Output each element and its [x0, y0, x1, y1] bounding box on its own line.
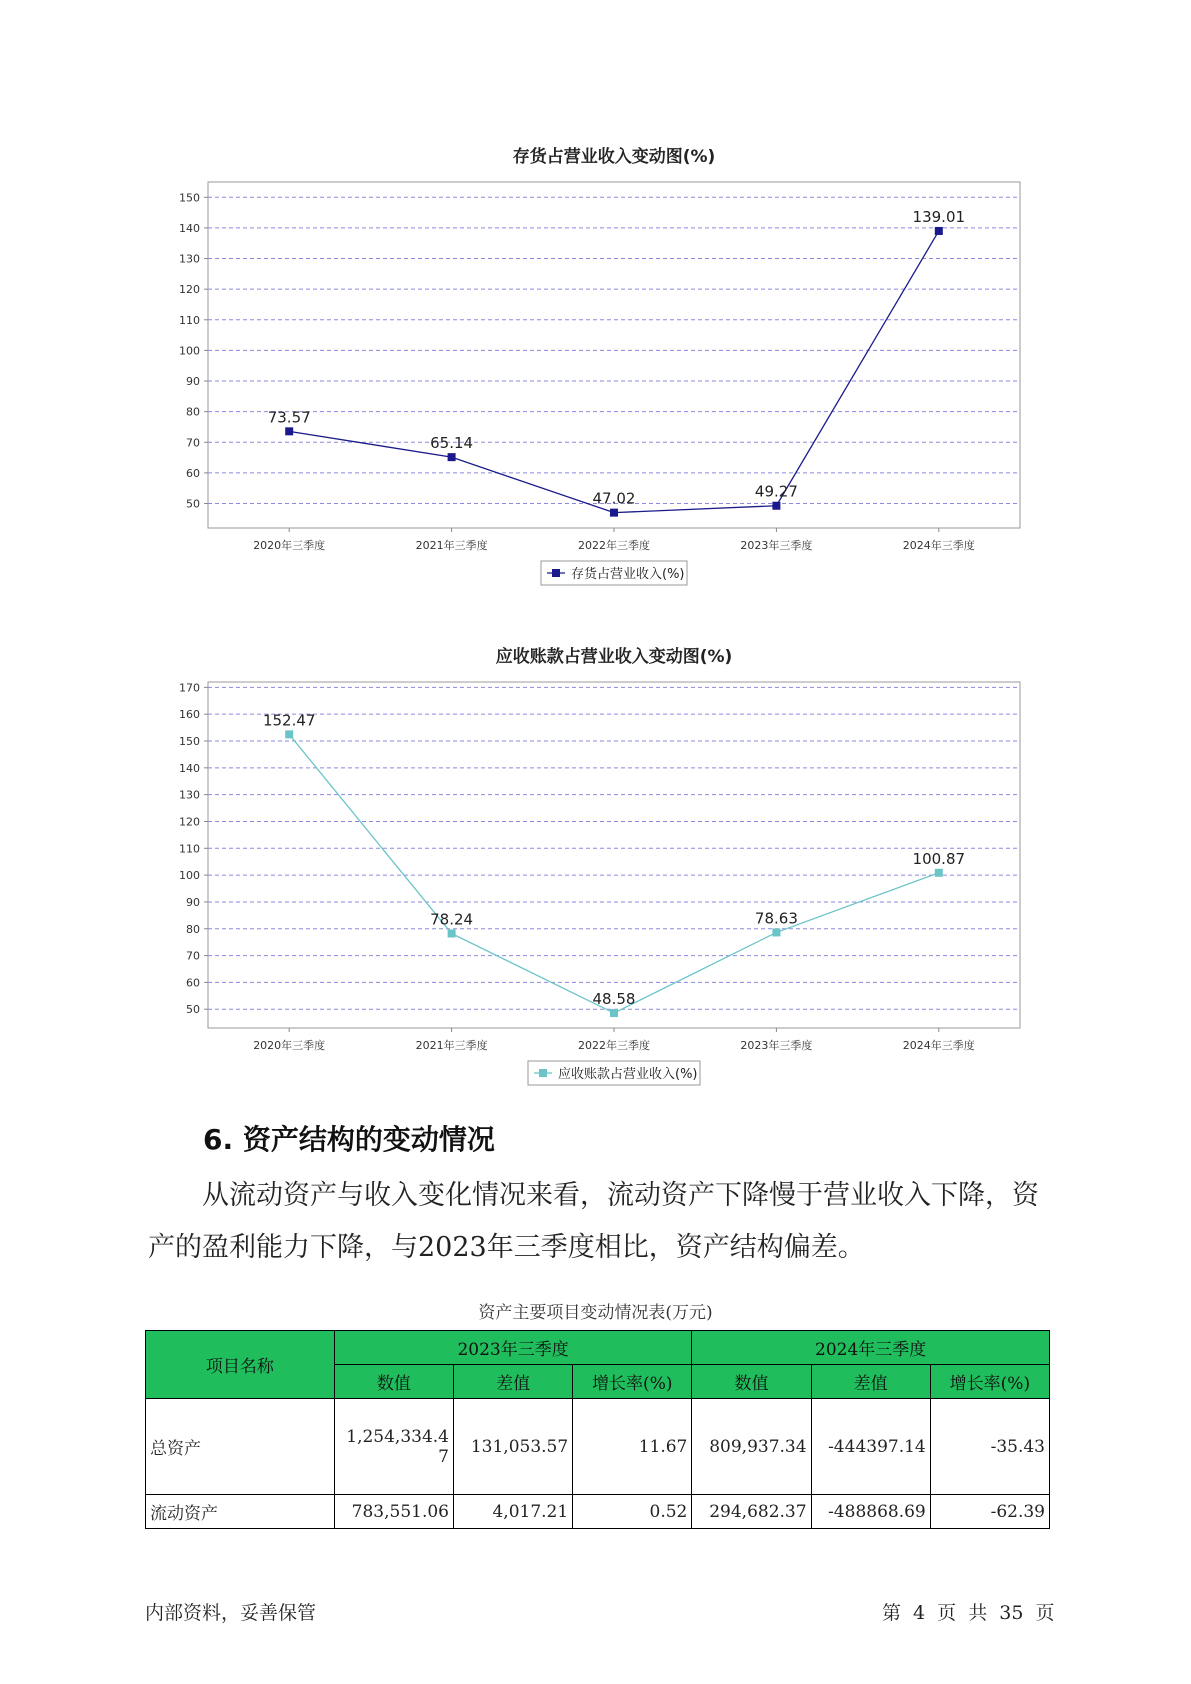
- x-tick-label: 2022年三季度: [578, 539, 650, 552]
- y-tick-label: 100: [179, 869, 200, 883]
- y-tick-label: 120: [179, 815, 200, 829]
- y-tick-label: 90: [186, 375, 200, 389]
- y-tick-label: 150: [179, 735, 200, 749]
- footer-confidential-note: 内部资料，妥善保管: [145, 1602, 317, 1624]
- y-tick-label: 60: [186, 976, 200, 990]
- table-cell: 0.52: [573, 1495, 692, 1529]
- header-item-name: 项目名称: [146, 1331, 335, 1399]
- x-tick-label: 2021年三季度: [415, 1039, 488, 1052]
- section-title: 6. 资产结构的变动情况: [203, 1123, 495, 1156]
- row-label: 总资产: [146, 1399, 335, 1495]
- y-tick-label: 100: [179, 344, 200, 358]
- table-cell: 11.67: [573, 1399, 692, 1495]
- subheader-value-a: 数值: [334, 1365, 453, 1399]
- y-tick-label: 150: [179, 191, 200, 205]
- receivables-ratio-chart: [150, 640, 1050, 1100]
- asset-change-table: [145, 1330, 1050, 1529]
- data-point: [772, 928, 780, 936]
- data-point: [448, 929, 456, 937]
- y-tick-label: 80: [186, 922, 200, 936]
- inventory-ratio-chart: [150, 140, 1050, 600]
- y-tick-label: 90: [186, 895, 200, 909]
- data-label: 78.24: [430, 910, 474, 929]
- y-tick-label: 50: [186, 497, 200, 511]
- data-point: [285, 730, 293, 738]
- y-tick-label: 50: [186, 1003, 200, 1017]
- x-tick-label: 2023年三季度: [740, 1039, 813, 1052]
- table-cell: 783,551.06: [334, 1495, 453, 1529]
- data-label: 48.58: [592, 990, 636, 1009]
- y-tick-label: 130: [179, 788, 200, 802]
- section-paragraph: 从流动资产与收入变化情况来看，流动资产下降慢于营业收入下降，资产的盈利能力下降，与2023年三季度相比，资产结构偏差。: [148, 1180, 1039, 1263]
- legend-swatch-marker: [552, 569, 560, 577]
- data-label: 47.02: [592, 489, 636, 508]
- y-tick-label: 140: [179, 221, 200, 235]
- header-period-2024: 2024年三季度: [692, 1331, 1050, 1365]
- table-cell: -488868.69: [811, 1495, 930, 1529]
- y-tick-label: 130: [179, 252, 200, 266]
- y-tick-label: 70: [186, 949, 200, 963]
- x-tick-label: 2020年三季度: [253, 1039, 326, 1052]
- subheader-growth-a: 增长率(%): [573, 1365, 692, 1399]
- x-tick-label: 2020年三季度: [253, 539, 326, 552]
- table-cell: 1,254,334.47: [334, 1399, 453, 1495]
- table-cell: 131,053.57: [454, 1399, 573, 1495]
- data-point: [448, 453, 456, 461]
- data-label: 152.47: [262, 711, 316, 730]
- table-cell: -62.39: [930, 1495, 1049, 1529]
- table-cell: 4,017.21: [454, 1495, 573, 1529]
- plot-area: [208, 682, 1020, 1028]
- y-tick-label: 120: [179, 283, 200, 297]
- subheader-diff-b: 差值: [811, 1365, 930, 1399]
- plot-area: [208, 182, 1020, 528]
- table-cell: 294,682.37: [692, 1495, 811, 1529]
- data-point: [610, 509, 618, 517]
- legend-label: 存货占营业收入(%): [571, 567, 685, 582]
- chart-title: 存货占营业收入变动图(%): [512, 147, 716, 167]
- table-cell: -35.43: [930, 1399, 1049, 1495]
- data-label: 78.63: [754, 909, 798, 928]
- receivables-ratio-chart-svg: [150, 640, 1050, 1100]
- y-tick-label: 60: [186, 466, 200, 480]
- x-tick-label: 2022年三季度: [578, 1039, 650, 1052]
- inventory-ratio-chart-svg: [150, 140, 1050, 600]
- y-tick-label: 160: [179, 708, 200, 722]
- chart-title: 应收账款占营业收入变动图(%): [495, 647, 733, 667]
- table-cell: -444397.14: [811, 1399, 930, 1495]
- x-tick-label: 2024年三季度: [902, 1039, 975, 1052]
- data-label: 49.27: [754, 482, 798, 501]
- x-tick-label: 2021年三季度: [415, 539, 488, 552]
- data-point: [935, 869, 943, 877]
- table-row: [146, 1495, 1050, 1529]
- y-tick-label: 110: [179, 842, 200, 856]
- table-row: [146, 1399, 1050, 1495]
- footer-page-number: 第 4 页 共 35 页: [882, 1602, 1055, 1624]
- data-point: [935, 227, 943, 235]
- x-tick-label: 2023年三季度: [740, 539, 813, 552]
- header-period-2023: 2023年三季度: [334, 1331, 692, 1365]
- subheader-growth-b: 增长率(%): [930, 1365, 1049, 1399]
- legend-label: 应收账款占营业收入(%): [558, 1067, 698, 1082]
- data-label: 65.14: [430, 434, 474, 453]
- subheader-diff-a: 差值: [454, 1365, 573, 1399]
- y-tick-label: 70: [186, 436, 200, 450]
- y-tick-label: 80: [186, 405, 200, 419]
- x-tick-label: 2024年三季度: [902, 539, 975, 552]
- y-tick-label: 170: [179, 681, 200, 695]
- data-point: [610, 1009, 618, 1017]
- y-tick-label: 140: [179, 761, 200, 775]
- table-cell: 809,937.34: [692, 1399, 811, 1495]
- data-label: 139.01: [912, 207, 966, 226]
- data-label: 100.87: [912, 849, 966, 868]
- y-tick-label: 110: [179, 313, 200, 327]
- table-caption: 资产主要项目变动情况表(万元): [478, 1303, 713, 1323]
- subheader-value-b: 数值: [692, 1365, 811, 1399]
- data-point: [772, 502, 780, 510]
- row-label: 流动资产: [146, 1495, 335, 1529]
- data-label: 73.57: [267, 408, 311, 427]
- data-point: [285, 427, 293, 435]
- legend-swatch-marker: [539, 1069, 547, 1077]
